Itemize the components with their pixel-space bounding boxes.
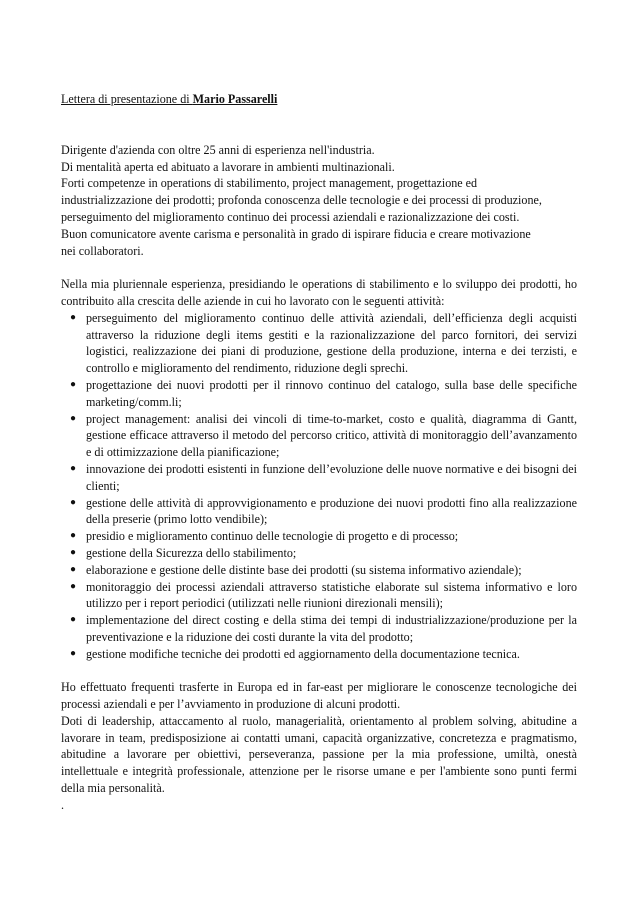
letter-page <box>61 91 577 814</box>
intro-line: Forti competenze in operations di stabilimento, project management, progettazione ed <box>61 176 478 191</box>
travel-paragraph: Ho effettuato frequenti trasferte in Europa ed in far-east per migliorare le conoscenze tecnologiche dei processi aziendali e per l’avviamento in produzione di alcuni prodotti. <box>61 680 577 712</box>
list-item <box>61 411 577 461</box>
bullet-icon: ● <box>70 412 77 424</box>
list-item-text: gestione modifiche tecniche dei prodotti ed aggiornamento della documentazione tecnica. <box>86 646 520 661</box>
activities-list <box>61 310 577 663</box>
list-item <box>61 562 577 579</box>
experience-intro: Nella mia pluriennale esperienza, presidiando le operations di stabilimento e lo sviluppo dei prodotti, ho contribuito alla crescita delle aziende in cui ho lavorato con le seguenti attività: <box>61 277 577 308</box>
end-mark: . <box>61 797 65 812</box>
list-item <box>61 310 577 377</box>
list-item <box>61 545 577 562</box>
bullet-icon: ● <box>70 614 77 626</box>
bullet-icon: ● <box>70 563 77 575</box>
author-name: Mario Passarelli <box>192 92 278 106</box>
list-item <box>61 646 577 663</box>
intro-line: industrializzazione dei prodotti; profonda conoscenza delle tecnologie e dei processi di produzione, <box>61 193 542 208</box>
letter-title <box>61 91 577 108</box>
list-item-text: project management: analisi dei vincoli di time-to-market, costo e qualità, diagramma di Gantt, gestione efficace attraverso il metodo del percorso critico, attività di monitoraggio dell’avanzamento e di ottimizzazione della pianificazione; <box>86 411 577 460</box>
title-prefix: Lettera di presentazione di <box>61 92 193 106</box>
list-item-text: implementazione del direct costing e della stima dei tempi di industrializzazione/produzione per la preventivazione e la riduzione dei costi durante la vita del prodotto; <box>86 613 577 644</box>
list-item-text: monitoraggio dei processi aziendali attraverso statistiche elaborate sul sistema informativo e loro utilizzo per i report periodici (utilizzati nelle riunioni direzionali mensili); <box>86 579 577 611</box>
list-item <box>61 461 577 495</box>
list-item-text: gestione delle attività di approvvigionamento e produzione dei nuovi prodotti fino alla realizzazione della preserie (primo lotto vendibile); <box>86 495 577 527</box>
bullet-icon: ● <box>70 311 77 323</box>
intro-line: perseguimento del miglioramento continuo dei processi aziendali e razionalizzazione dei costi. <box>61 209 520 224</box>
list-item <box>61 377 577 411</box>
list-item <box>61 528 577 545</box>
bullet-icon: ● <box>70 647 77 659</box>
bullet-icon: ● <box>70 378 77 390</box>
bullet-icon: ● <box>70 496 77 508</box>
intro-line: Buon comunicatore avente carisma e personalità in grado di ispirare fiducia e creare motivazione <box>61 226 531 241</box>
list-item <box>61 579 577 613</box>
bullet-icon: ● <box>70 462 77 474</box>
bullet-icon: ● <box>70 546 77 558</box>
intro-line: Dirigente d'azienda con oltre 25 anni di esperienza nell'industria. <box>61 142 375 157</box>
qualities-paragraph: Doti di leadership, attaccamento al ruolo, managerialità, orientamento al problem solving, abitudine a lavorare in team, predisposizione ai contatti umani, capacità organizzative, concretezza e pragmatismo, abitudine a lavorare per obiettivi, perseveranza, passione per la mia professione, umiltà, onestà intellettuale e integrità professionale, attenzione per le risorse umane e per l'ambiente sono punti fermi della mia personalità. <box>61 713 577 796</box>
list-item-text: progettazione dei nuovi prodotti per il rinnovo continuo del catalogo, sulla base delle specifiche marketing/comm.li; <box>86 377 577 409</box>
bullet-icon: ● <box>70 580 77 592</box>
list-item-text: innovazione dei prodotti esistenti in funzione dell’evoluzione delle nuove normative e dei bisogni dei clienti; <box>86 461 577 493</box>
bullet-icon: ● <box>70 530 77 542</box>
list-item <box>61 612 577 646</box>
list-item <box>61 495 577 529</box>
intro-line: Di mentalità aperta ed abituato a lavorare in ambienti multinazionali. <box>61 159 395 174</box>
list-item-text: elaborazione e gestione delle distinte base dei prodotti (su sistema informativo aziendale); <box>86 562 522 577</box>
intro-paragraph <box>61 142 577 260</box>
list-item-text: perseguimento del miglioramento continuo delle attività aziendali, dell’efficienza degli acquisti attraverso la riduzione degli items gestiti e la razionalizzazione del parco fornitori, dei servizi logistici, realizzazione dei piani di produzione, gestione della produzione, interna e dei terzisti, e controllo e miglioramento del rendimento, riduzione degli sprechi. <box>86 310 577 376</box>
list-item-text: gestione della Sicurezza dello stabilimento; <box>86 545 297 560</box>
list-item-text: presidio e miglioramento continuo delle tecnologie di progetto e di processo; <box>86 529 459 544</box>
intro-line: nei collaboratori. <box>61 243 144 258</box>
